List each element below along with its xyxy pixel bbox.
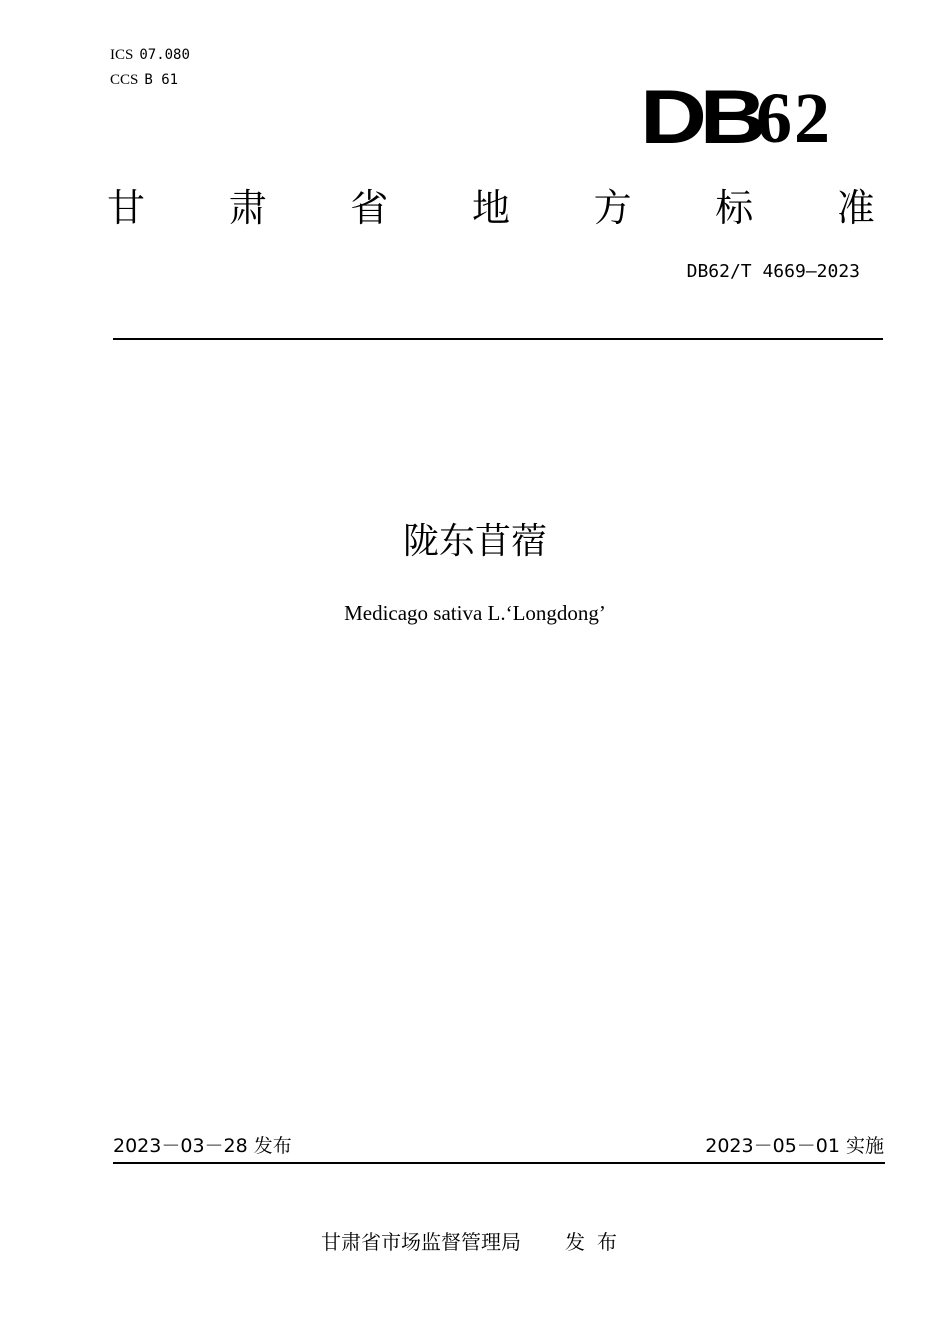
standard-type-char: 省 — [350, 186, 389, 230]
document-title: 陇东苜蓿 — [402, 521, 547, 562]
top-divider — [113, 338, 883, 340]
publisher-organization: 甘肃省市场监督管理局 — [321, 1230, 521, 1254]
db-logo — [640, 75, 832, 160]
bottom-divider — [113, 1162, 885, 1164]
standard-type-char: 肃 — [228, 186, 267, 230]
document-subtitle: Medicago sativa L.‘Longdong’ — [344, 601, 606, 625]
publisher-line — [0, 1228, 950, 1256]
db-logo-prefix: DB — [640, 75, 760, 160]
ics-value: 07.080 — [139, 47, 190, 63]
ccs-label: CCS — [110, 72, 139, 88]
standard-type-char: 地 — [471, 186, 510, 230]
ccs-value: B 61 — [144, 72, 179, 88]
standard-type-char: 方 — [593, 186, 632, 230]
standard-type-heading — [106, 184, 876, 232]
implementation-date: 2023－05－01 实施 — [705, 1135, 884, 1157]
db-logo-number: 62 — [756, 78, 832, 158]
standard-type-char: 甘 — [106, 186, 145, 230]
standard-code: DB62/T 4669—2023 — [686, 261, 860, 282]
ccs-code — [110, 71, 178, 90]
publisher-action: 发布 — [565, 1230, 629, 1254]
ics-label: ICS — [110, 47, 134, 63]
standard-type-char: 标 — [715, 186, 754, 230]
ics-code — [110, 46, 190, 65]
issue-date: 2023－03－28 发布 — [113, 1135, 292, 1157]
standard-type-char: 准 — [836, 186, 875, 230]
